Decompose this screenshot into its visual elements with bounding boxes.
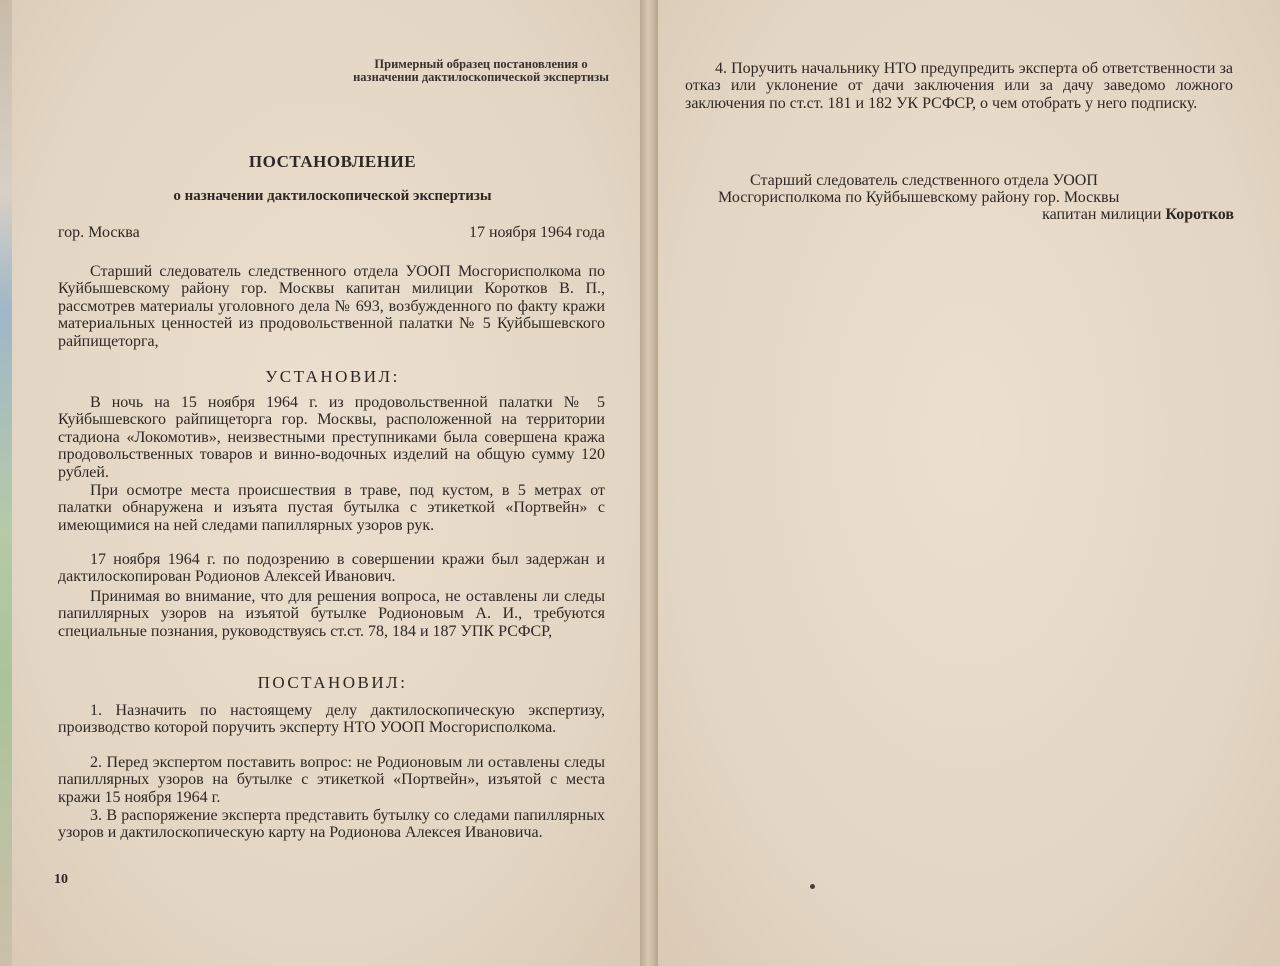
right-page <box>658 0 1280 966</box>
signature-rank: капитан милиции <box>1042 206 1162 223</box>
date: 17 ноября 1964 года <box>468 224 605 241</box>
heading-established: УСТАНОВИЛ: <box>265 367 400 386</box>
resolved-item-2: 2. Перед экспертом поставить вопрос: не Родионовым ли оставлены следы папиллярных узоров на бутылке с этикеткой «Портвейн», изъятой с места кражи 15 ноября 1964 г. <box>58 754 605 806</box>
document-subtitle: о назначении дактилоскопической экспертизы <box>173 188 492 204</box>
established-paragraph-3: 17 ноября 1964 г. по подозрению в совершении кражи был задержан и дактилоскопирован Родионов Алексей Иванович. <box>58 551 605 586</box>
signature-name: Коротков <box>1165 206 1234 223</box>
book-gutter <box>640 0 658 966</box>
sample-note: Примерный образец постановления о назначении дактилоскопической экспертизы <box>353 57 609 84</box>
signature-line-1: Старший следователь следственного отдела УООП <box>750 172 1098 189</box>
established-paragraph-2: При осмотре места происшествия в траве, под кустом, в 5 метрах от палатки обнаружена и изъята пустая бутылка с этикеткой «Портвейн» с имеющимися на ней следами папиллярных узоров рук. <box>58 482 605 534</box>
page-edge <box>0 0 12 966</box>
document-title: ПОСТАНОВЛЕНИЕ <box>248 152 417 171</box>
page-number: 10 <box>54 872 68 887</box>
heading-resolved: ПОСТАНОВИЛ: <box>257 673 408 692</box>
intro-paragraph: Старший следователь следственного отдела УООП Мосгорисполкома по Куйбышевскому району гор. Москвы капитан милиции Коротков В. П., рассмотрев материалы уголовного дела № 693, возбужденного по факту кражи материальных ценностей из продовольственной палатки № 5 Куйбышевского райпищеторга, <box>58 263 605 350</box>
resolved-item-1: 1. Назначить по настоящему делу дактилоскопическую экспертизу, производство которой поручить эксперту НТО УООП Мосгорисполкома. <box>58 702 605 737</box>
established-paragraph-4: Принимая во внимание, что для решения вопроса, не оставлены ли следы папиллярных узоров на изъятой бутылке Родионовым А. И., требуются специальные познания, руководствуясь ст.ст. 78, 184 и 187 УПК РСФСР, <box>58 588 605 640</box>
place: гор. Москва <box>58 224 140 241</box>
ink-speck <box>810 884 815 889</box>
resolved-item-4: 4. Поручить начальнику НТО предупредить эксперта об ответственности за отказ или уклонение от дачи заключения или за дачу заведомо ложного заключения по ст.ст. 181 и 182 УК РСФСР, о чем отобрать у него подписку. <box>685 60 1233 112</box>
resolved-item-3: 3. В распоряжение эксперта представить бутылку со следами папиллярных узоров и дактилоскопическую карту на Родионова Алексея Ивановича. <box>58 807 605 842</box>
signature-block <box>678 172 1234 223</box>
established-paragraph-1: В ночь на 15 ноября 1964 г. из продовольственной палатки № 5 Куйбышевского райпищеторга гор. Москвы, расположенной на территории стадиона «Локомотив», неизвестными преступниками была совершена кража продовольственных товаров и винно-водочных изделий на общую сумму 120 рублей. <box>58 394 605 481</box>
signature-line-2: Мосгорисполкома по Куйбышевскому району гор. Москвы <box>718 189 1120 206</box>
signature-line-3 <box>678 206 1234 223</box>
